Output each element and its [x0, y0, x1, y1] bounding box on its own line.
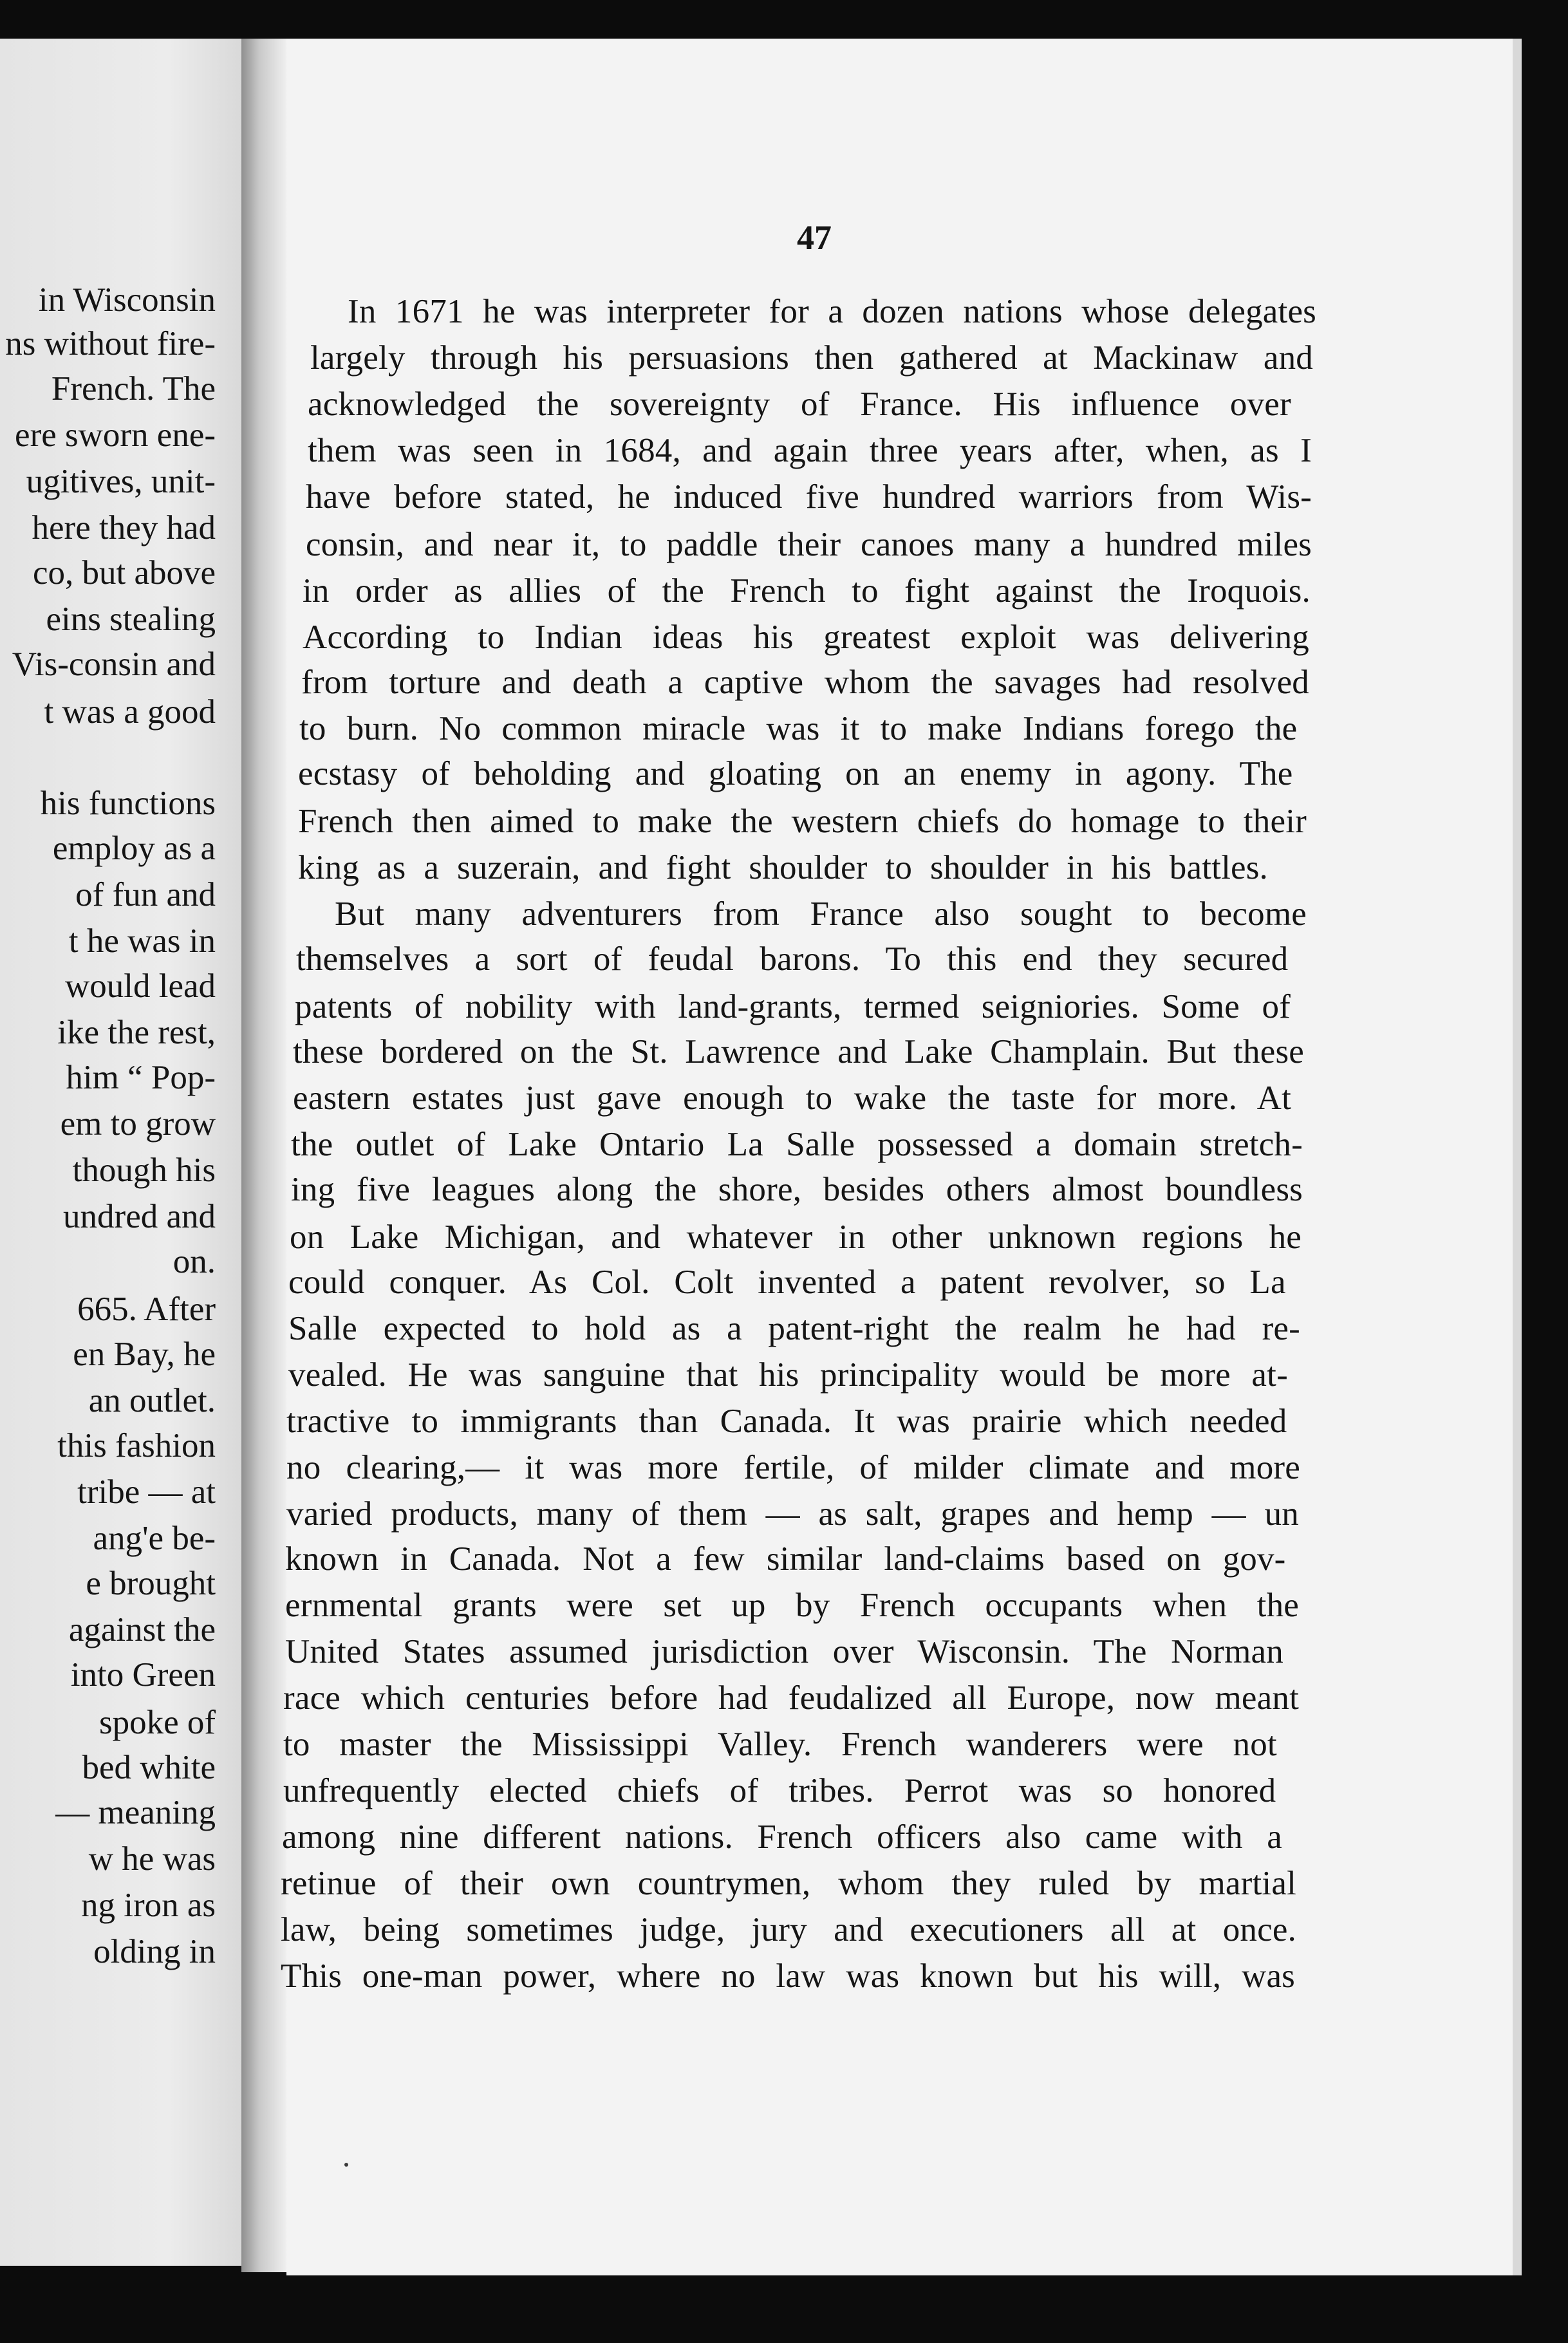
- page-speck: [344, 2163, 348, 2167]
- facing-page-line: this fashion: [57, 1427, 216, 1464]
- facing-page-line: an outlet.: [88, 1382, 216, 1419]
- text-line: vealed. He was sanguine that his principality would be more at-: [288, 1356, 1288, 1394]
- facing-page-line: tribe — at: [77, 1473, 216, 1511]
- text-line: to master the Mississippi Valley. French wanderers were not: [283, 1726, 1277, 1763]
- facing-page-line: here they had: [32, 509, 216, 546]
- facing-page-line: ike the rest,: [57, 1014, 216, 1051]
- text-line: This one-man power, where no law was known but his will, was: [281, 1957, 1295, 1995]
- facing-page-line: bed white: [82, 1749, 216, 1786]
- facing-page: [0, 39, 241, 2266]
- text-line: king as a suzerain, and fight shoulder to shoulder in his battles.: [298, 849, 1268, 886]
- text-line: the outlet of Lake Ontario La Salle possessed a domain stretch-: [291, 1126, 1303, 1163]
- text-line: According to Indian ideas his greatest exploit was delivering: [303, 619, 1309, 656]
- facing-page-line: olding in: [93, 1933, 216, 1970]
- text-line: them was seen in 1684, and again three years after, when, as I: [308, 432, 1312, 469]
- facing-page-line: undred and: [63, 1198, 216, 1235]
- text-line: these bordered on the St. Lawrence and Lake Champlain. But these: [293, 1033, 1304, 1070]
- text-line: in order as allies of the French to fight against the Iroquois.: [303, 572, 1311, 610]
- facing-page-line: 665. After: [77, 1291, 216, 1328]
- facing-page-line: of fun and: [75, 876, 216, 913]
- book-gutter: [241, 39, 286, 2272]
- facing-page-line: him “ Pop-: [66, 1059, 216, 1096]
- text-line: In 1671 he was interpreter for a dozen nations whose delegates: [348, 293, 1316, 330]
- facing-page-line: though his: [72, 1152, 216, 1189]
- text-line: acknowledged the sovereignty of France. His influence over: [308, 386, 1291, 423]
- facing-page-line: t was a good: [44, 693, 216, 731]
- facing-page-line: into Green: [70, 1656, 216, 1694]
- text-line: no clearing,— it was more fertile, of milder climate and more: [286, 1449, 1300, 1486]
- facing-page-line: ang'e be-: [93, 1520, 216, 1557]
- text-line: largely through his persuasions then gathered at Mackinaw and: [310, 339, 1313, 377]
- facing-page-line: t he was in: [68, 922, 216, 960]
- facing-page-line: on.: [173, 1243, 216, 1280]
- text-line: retinue of their own countrymen, whom they ruled by martial: [281, 1865, 1296, 1902]
- text-line: to burn. No common miracle was it to make Indians forego the: [299, 710, 1298, 747]
- text-line: law, being sometimes judge, jury and executioners all at once.: [281, 1911, 1296, 1948]
- facing-page-line: e brought: [86, 1565, 216, 1602]
- page-number: 47: [797, 218, 832, 257]
- text-line: known in Canada. Not a few similar land-claims based on gov-: [285, 1540, 1286, 1578]
- text-line: ing five leagues along the shore, besides others almost boundless: [291, 1171, 1303, 1208]
- text-line: have before stated, he induced five hundred warriors from Wis-: [306, 478, 1312, 516]
- text-line: among nine different nations. French officers also came with a: [282, 1818, 1282, 1856]
- text-line: on Lake Michigan, and whatever in other unknown regions he: [290, 1218, 1302, 1256]
- text-line: ecstasy of beholding and gloating on an enemy in agony. The: [298, 755, 1293, 792]
- facing-page-line: employ as a: [52, 830, 216, 867]
- text-line: patents of nobility with land-grants, termed seigniories. Some of: [295, 988, 1291, 1025]
- facing-page-line: en Bay, he: [73, 1336, 216, 1373]
- page-edge: [1513, 39, 1522, 2275]
- text-line: race which centuries before had feudalized all Europe, now meant: [283, 1679, 1299, 1717]
- text-line: tractive to immigrants than Canada. It was prairie which needed: [286, 1403, 1287, 1440]
- text-line: from torture and death a captive whom the savages had resolved: [301, 664, 1309, 701]
- text-line: themselves a sort of feudal barons. To this end they secured: [296, 940, 1289, 978]
- facing-page-line: w he was: [88, 1840, 216, 1878]
- text-line: could conquer. As Col. Colt invented a patent revolver, so La: [288, 1264, 1286, 1301]
- text-line: Salle expected to hold as a patent-right the realm he had re-: [288, 1310, 1300, 1347]
- facing-page-line: ng iron as: [80, 1887, 216, 1924]
- paragraph-start-line: But many adventurers from France also sought to become: [335, 895, 1307, 933]
- text-line: United States assumed jurisdiction over Wisconsin. The Norman: [285, 1633, 1283, 1670]
- text-line: eastern estates just gave enough to wake the taste for more. At: [293, 1079, 1292, 1117]
- facing-page-line: em to grow: [60, 1105, 216, 1143]
- facing-page-line: eins stealing: [46, 601, 216, 638]
- facing-page-line: spoke of: [98, 1704, 216, 1741]
- text-line: ernmental grants were set up by French occupants when the: [285, 1587, 1299, 1624]
- facing-page-line: against the: [68, 1611, 216, 1648]
- facing-page-line: Vis-consin and: [12, 646, 216, 683]
- facing-page-line: ere sworn ene-: [15, 416, 216, 454]
- facing-page-line: French. The: [51, 370, 216, 407]
- facing-page-line: co, but above: [32, 554, 216, 592]
- facing-page-line: ns without fire-: [5, 325, 216, 362]
- text-line: unfrequently elected chiefs of tribes. Perrot was so honored: [283, 1772, 1276, 1809]
- text-line: varied products, many of them — as salt, grapes and hemp — un: [286, 1495, 1299, 1533]
- facing-page-line: his functions: [40, 785, 216, 822]
- facing-page-line: would lead: [64, 967, 216, 1005]
- text-line: French then aimed to make the western chiefs do homage to their: [298, 803, 1307, 840]
- facing-page-line: — meaning: [55, 1794, 216, 1831]
- text-line: consin, and near it, to paddle their canoes many a hundred miles: [306, 526, 1312, 563]
- facing-page-line: in Wisconsin: [38, 281, 216, 319]
- facing-page-line: ugitives, unit-: [26, 463, 216, 500]
